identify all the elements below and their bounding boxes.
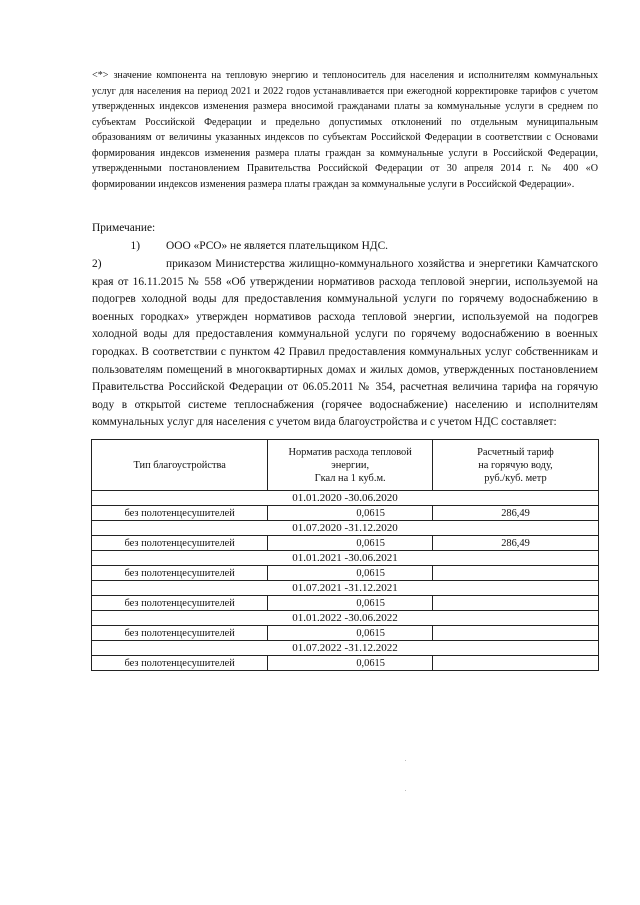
table-period-row <box>92 551 599 566</box>
table-row <box>92 656 599 671</box>
table-period-row <box>92 491 599 506</box>
note-item-2-number: 2) <box>92 258 102 270</box>
cell-tariff <box>432 626 598 641</box>
table-row <box>92 506 599 521</box>
header-tariff: Расчетный тариф на горячую воду, руб./куб. метр <box>432 440 598 491</box>
cell-type: без полотенцесушителей <box>92 596 268 611</box>
table-header-row <box>92 440 599 491</box>
cell-type: без полотенцесушителей <box>92 626 268 641</box>
table-period-row <box>92 521 599 536</box>
cell-tariff <box>432 566 598 581</box>
cell-norm: 0,0615 <box>268 536 433 551</box>
cell-tariff: 286,49 <box>432 506 598 521</box>
cell-norm: 0,0615 <box>268 656 433 671</box>
note-item-2 <box>92 256 598 432</box>
footnote <box>92 68 598 192</box>
note-title: Примечание: <box>92 222 156 234</box>
table-row <box>92 536 599 551</box>
cell-norm: 0,0615 <box>268 506 433 521</box>
footnote-text: значение компонента на тепловую энергию и теплоноситель для населения и исполнителям коммунальных услуг для населения на период 2021 и 2022 годов устанавливается при ежегодной корректировке тарифов с учетом утвержденных индексов изменения размера вносимой гражданами платы за коммунальные услуги в среднем по субъектам Российской Федерации и предельно допустимых отклонений по отдельным муниципальным образованиям от величины указанных индексов по субъектам Российской Федерации в соответствии с Основами формирования индексов изменения размера платы граждан за коммунальные услуги в Российской Федерации, утвержденными постановлением Правительства Российской Федерации от 30 апреля 2014 г. № 400 «О формировании индексов изменения размера платы граждан за коммунальные услуги в Российской Федерации». <box>92 70 598 190</box>
note-item-1-text: ООО «РСО» не является плательщиком НДС. <box>166 240 389 252</box>
cell-tariff <box>432 656 598 671</box>
cell-type: без полотенцесушителей <box>92 536 268 551</box>
cell-norm: 0,0615 <box>268 596 433 611</box>
table-period-row <box>92 611 599 626</box>
note-item-1 <box>92 238 598 255</box>
note-item-2-text: приказом Министерства жилищно-коммунального хозяйства и энергетики Камчатского края от 16.11.2015 № 558 «Об утверждении нормативов расхода тепловой энергии, используемой на подогрев холодной воды для предоставления коммунальной услуги по горячему водоснабжению в военных городках» утвержден нормативов расхода тепловой энергии, используемой на подогрев холодной воды для предоставления коммунальной услуги по горячему водоснабжению в военных городках. В соответствии с пунктом 42 Правил предоставления коммунальных услуг собственникам и пользователям помещений в многоквартирных домах и жилых домов, утвержденных постановлением Правительства Российской Федерации от 06.05.2011 № 354, расчетная величина тарифа на горячую воду в открытой системе теплоснабжения (горячее водоснабжение) населению и исполнителям коммунальных услуг для населения с учетом вида благоустройства и с учетом НДС составляет: <box>92 258 598 429</box>
period-label: 01.01.2022 -30.06.2022 <box>92 611 599 626</box>
cell-type: без полотенцесушителей <box>92 656 268 671</box>
header-norm: Норматив расхода тепловой энергии, Гкал на 1 куб.м. <box>268 440 433 491</box>
period-label: 01.07.2020 -31.12.2020 <box>92 521 599 536</box>
tariff-table <box>91 439 599 671</box>
cell-type: без полотенцесушителей <box>92 506 268 521</box>
footnote-mark: <*> <box>92 70 109 81</box>
period-label: 01.07.2022 -31.12.2022 <box>92 641 599 656</box>
header-type: Тип благоустройства <box>92 440 268 491</box>
cell-type: без полотенцесушителей <box>92 566 268 581</box>
period-label: 01.01.2021 -30.06.2021 <box>92 551 599 566</box>
period-label: 01.07.2021 -31.12.2021 <box>92 581 599 596</box>
cell-norm: 0,0615 <box>268 626 433 641</box>
table-period-row <box>92 641 599 656</box>
note-item-1-number: 1) <box>130 240 140 252</box>
table-row <box>92 626 599 641</box>
table-row <box>92 596 599 611</box>
table-period-row <box>92 581 599 596</box>
cell-tariff <box>432 596 598 611</box>
cell-tariff: 286,49 <box>432 536 598 551</box>
cell-norm: 0,0615 <box>268 566 433 581</box>
period-label: 01.01.2020 -30.06.2020 <box>92 491 599 506</box>
table-row <box>92 566 599 581</box>
